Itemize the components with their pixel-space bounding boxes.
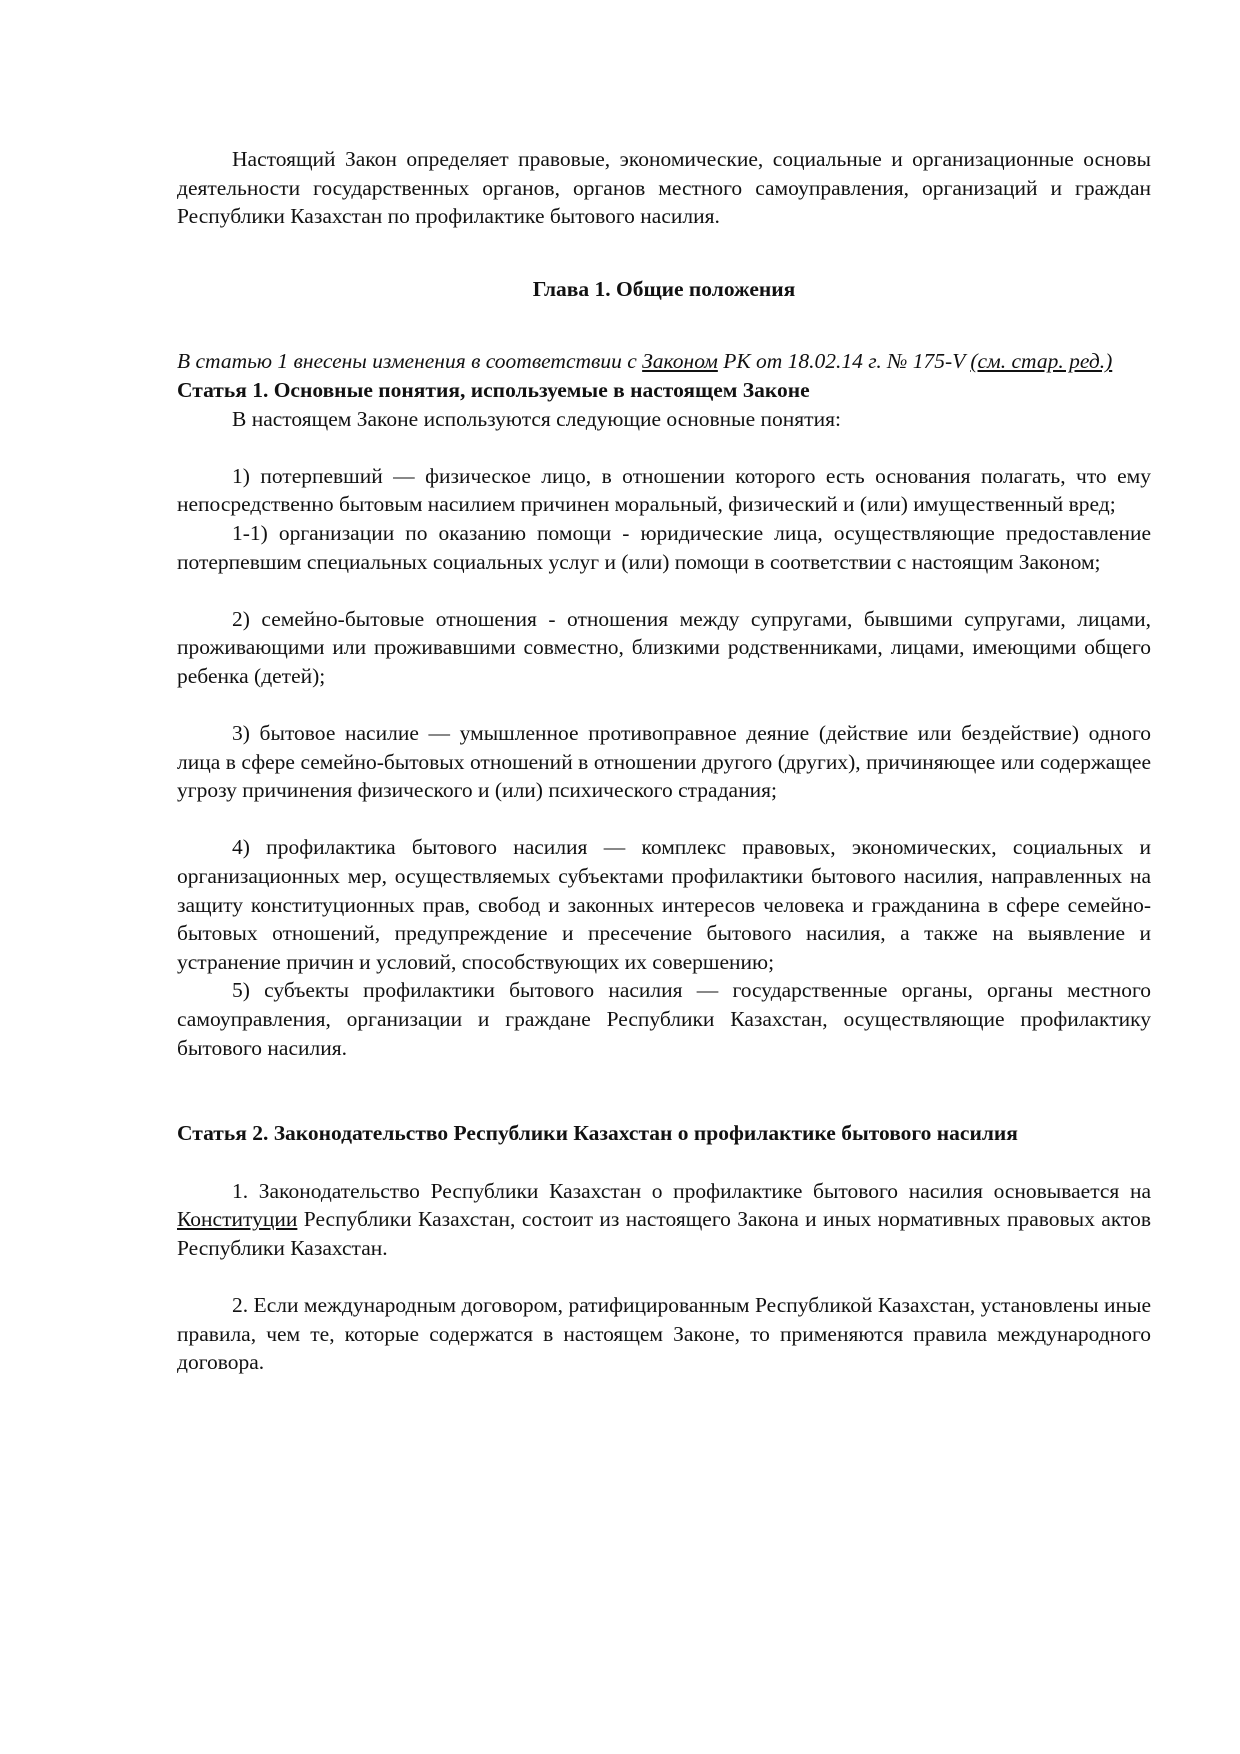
law-link[interactable]: Законом — [642, 349, 718, 374]
amendment-middle: РК от 18.02.14 г. № 175-V — [717, 349, 971, 374]
article-1-title: Статья 1. Основные понятия, используемые в настоящем Законе — [177, 377, 810, 402]
chapter-title: Глава 1. Общие положения — [532, 276, 796, 301]
definition-item: 4) профилактика бытового насилия — комплекс правовых, экономических, социальных и организационных мер, осуществляемых субъектами профилактики бытового насилия, направленных на защиту конституционных прав, свобод и законных интересов человека и гражданина в сфере семейно-бытовых отношений, предупреждение и пресечение бытового насилия, а также на выявление и устранение причин и условий, способствующих их совершению; — [177, 835, 1151, 974]
definition-item: 1-1) организации по оказанию помощи - юридические лица, осуществляющие предоставление потерпевшим специальных социальных услуг и (или) помощи в соответствии с настоящим Законом; — [177, 520, 1151, 574]
article-2-p1-before: 1. Законодательство Республики Казахстан о профилактике бытового насилия основывается на — [232, 1178, 1151, 1203]
amendment-note — [177, 347, 1151, 376]
preamble-paragraph: Настоящий Закон определяет правовые, экономические, социальные и организационные основы деятельности государственных органов, органов местного самоуправления, организаций и граждан Республики Казахстан по профилактике бытового насилия. — [177, 147, 1151, 229]
article-2-p1-after: Республики Казахстан, состоит из настоящего Закона и иных нормативных правовых актов Республики Казахстан. — [177, 1207, 1151, 1260]
article-2-title: Статья 2. Законодательство Республики Казахстан о профилактике бытового насилия — [177, 1121, 1018, 1146]
old-edition-link[interactable]: (см. стар. ред.) — [970, 349, 1113, 374]
definition-item: 2) семейно-бытовые отношения - отношения между супругами, бывшими супругами, лицами, проживающими или проживавшими совместно, близкими родственниками, лицами, имеющими общего ребенка (детей); — [177, 606, 1151, 688]
article-1-intro: В настоящем Законе используются следующие основные понятия: — [232, 406, 841, 431]
article-2-paragraph-1 — [177, 1177, 1151, 1263]
definition-item: 1) потерпевший — физическое лицо, в отношении которого есть основания полагать, что ему непосредственно бытовым насилием причинен моральный, физический и (или) имущественный вред; — [177, 463, 1151, 517]
constitution-link[interactable]: Конституции — [177, 1207, 298, 1232]
amendment-prefix: В статью 1 внесены изменения в соответствии с — [177, 349, 643, 374]
definition-item: 3) бытовое насилие — умышленное противоправное деяние (действие или бездействие) одного лица в сфере семейно-бытовых отношений в отношении другого (других), причиняющее или содержащее угрозу причинения физического и (или) психического страдания; — [177, 721, 1151, 803]
definition-item: 5) субъекты профилактики бытового насилия — государственные органы, органы местного самоуправления, организации и граждане Республики Казахстан, осуществляющие профилактику бытового насилия. — [177, 978, 1151, 1060]
document-page — [177, 145, 1151, 1377]
article-2-paragraph-2: 2. Если международным договором, ратифицированным Республикой Казахстан, установлены иные правила, чем те, которые содержатся в настоящем Законе, то применяются правила международного договора. — [177, 1292, 1151, 1375]
